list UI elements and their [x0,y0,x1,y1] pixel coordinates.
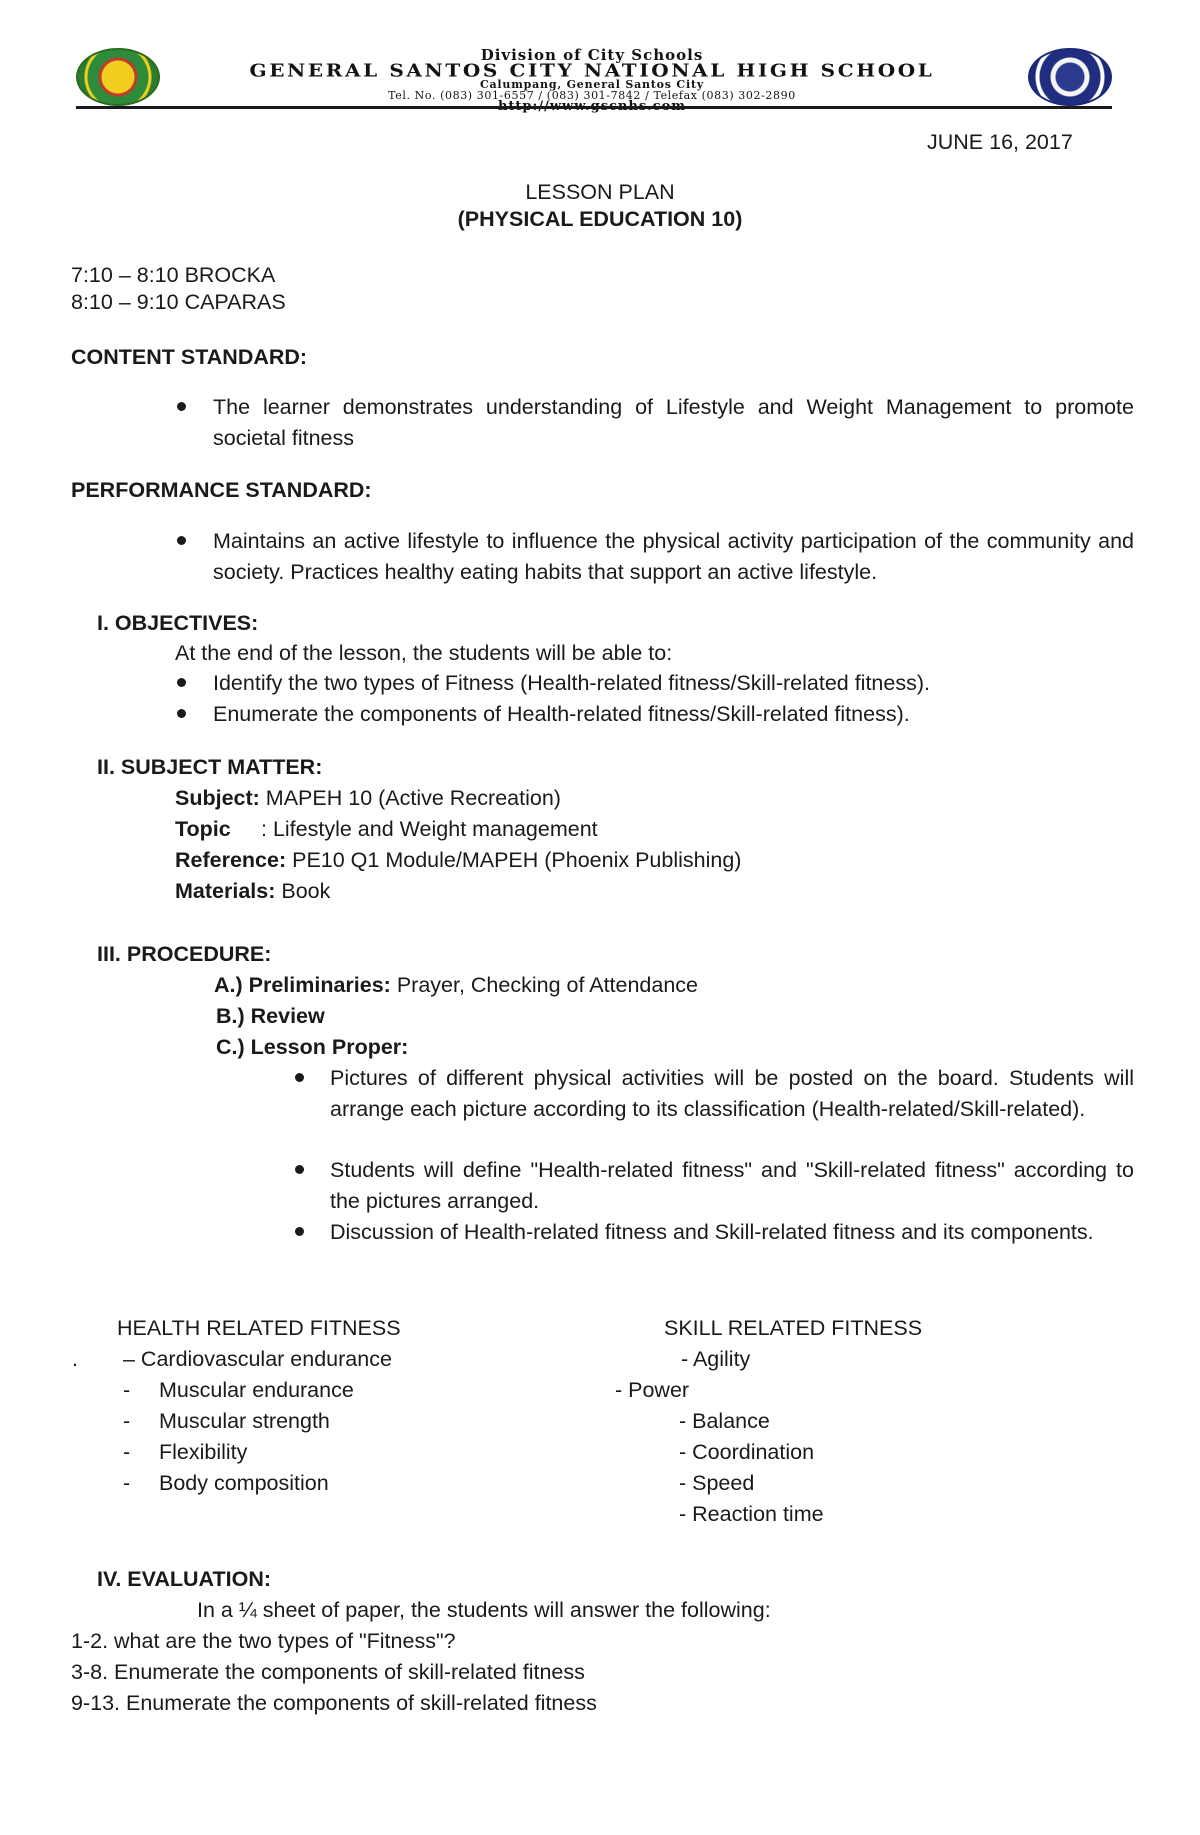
procedure-heading: III. PROCEDURE: [97,942,272,966]
lesson-proper-label: C.) Lesson Proper: [216,1035,409,1059]
objectives-heading: I. OBJECTIVES: [97,611,259,635]
list-dash: - [123,1440,131,1464]
skill-fitness-item: - Power [615,1378,690,1402]
content-standard-text: The learner demonstrates understanding of Lifestyle and Weight Management to promote societal fitness [213,395,1134,450]
subject-line [175,783,561,814]
bullet-icon [177,536,186,545]
health-fitness-item: Body composition [159,1471,329,1495]
bullet-icon [177,402,186,411]
bullet-icon [295,1073,304,1082]
schedule-line: 8:10 – 9:10 CAPARAS [71,290,286,314]
subject-value: MAPEH 10 (Active Recreation) [259,786,561,810]
evaluation-item: 9-13. Enumerate the components of skill-related fitness [71,1691,597,1715]
list-dash: - [123,1409,131,1433]
reference-value: PE10 Q1 Module/MAPEH (Phoenix Publishing) [286,848,742,872]
lesson-proper-item: Pictures of different physical activities will be posted on the board. Students will arrange each picture according to its classification (Health-related/Skill-related). [330,1066,1134,1121]
preliminaries-value: Prayer, Checking of Attendance [390,973,699,997]
deped-seal-icon [1028,48,1112,106]
materials-label: Materials: [175,879,276,903]
health-fitness-item: Muscular strength [159,1409,330,1433]
bullet-icon [295,1165,304,1174]
skill-fitness-heading: SKILL RELATED FITNESS [664,1316,923,1340]
materials-line [175,876,330,907]
topic-line [175,814,598,845]
health-fitness-item: Flexibility [159,1440,248,1464]
reference-line [175,845,741,876]
objective-item: Identify the two types of Fitness (Health-related fitness/Skill-related fitness). [213,671,930,695]
subject-matter-heading: II. SUBJECT MATTER: [97,755,323,779]
school-seal-icon [76,48,160,106]
letterhead-text [176,48,1008,106]
skill-fitness-item: - Speed [679,1471,755,1495]
lesson-proper-item: Students will define "Health-related fitness" and "Skill-related fitness" according to the pictures arranged. [330,1158,1134,1213]
performance-standard-text: Maintains an active lifestyle to influence the physical activity participation of the community and society. Practices healthy eating habits that support an active lifestyle. [213,529,1134,584]
schedule-line: 7:10 – 8:10 BROCKA [71,263,276,287]
materials-value: Book [275,879,331,903]
school-name: GENERAL SANTOS CITY NATIONAL HIGH SCHOOL [249,59,935,81]
letterhead-rule [76,106,1112,109]
evaluation-intro: In a ¼ sheet of paper, the students will answer the following: [197,1598,771,1622]
letterhead [76,48,1112,108]
lesson-date: JUNE 16, 2017 [927,130,1073,154]
bullet-icon [295,1227,304,1236]
skill-fitness-item: - Reaction time [679,1502,824,1526]
preliminaries-line [214,970,698,1001]
topic-value: : Lifestyle and Weight management [261,817,598,841]
objective-item: Enumerate the components of Health-related fitness/Skill-related fitness). [213,702,910,726]
list-dash: - [123,1471,131,1495]
preliminaries-label: A.) Preliminaries: [214,973,391,997]
lesson-subtitle: (PHYSICAL EDUCATION 10) [457,207,743,231]
bullet-icon [177,709,186,718]
skill-fitness-item: - Balance [679,1409,770,1433]
list-dash: - [123,1378,131,1402]
skill-fitness-item: - Agility [681,1347,751,1371]
content-standard-heading: CONTENT STANDARD: [71,345,308,369]
evaluation-heading: IV. EVALUATION: [97,1567,272,1591]
review-label: B.) Review [216,1004,325,1028]
evaluation-item: 3-8. Enumerate the components of skill-related fitness [71,1660,585,1684]
topic-label: Topic [175,817,231,841]
health-fitness-heading: HEALTH RELATED FITNESS [117,1316,401,1340]
skill-fitness-item: - Coordination [679,1440,815,1464]
lesson-title: LESSON PLAN [525,180,675,204]
subject-label: Subject: [175,786,260,810]
bullet-icon [177,678,186,687]
school-telephone: Tel. No. (083) 301-6557 / (083) 301-7842 / Telefax (083) 302-2890 [388,89,796,102]
division-name: Division of City Schools [480,46,704,64]
objectives-intro: At the end of the lesson, the students will be able to: [175,641,673,665]
reference-label: Reference: [175,848,287,872]
health-fitness-item: – Cardiovascular endurance [123,1347,392,1371]
lesson-proper-item: Discussion of Health-related fitness and Skill-related fitness and its components. [330,1220,1094,1244]
performance-standard-heading: PERFORMANCE STANDARD: [71,478,372,502]
health-fitness-item: Muscular endurance [159,1378,354,1402]
school-address: Calumpang, General Santos City [479,78,705,91]
stray-dot: . [72,1347,78,1371]
evaluation-item: 1-2. what are the two types of "Fitness"? [71,1629,456,1653]
